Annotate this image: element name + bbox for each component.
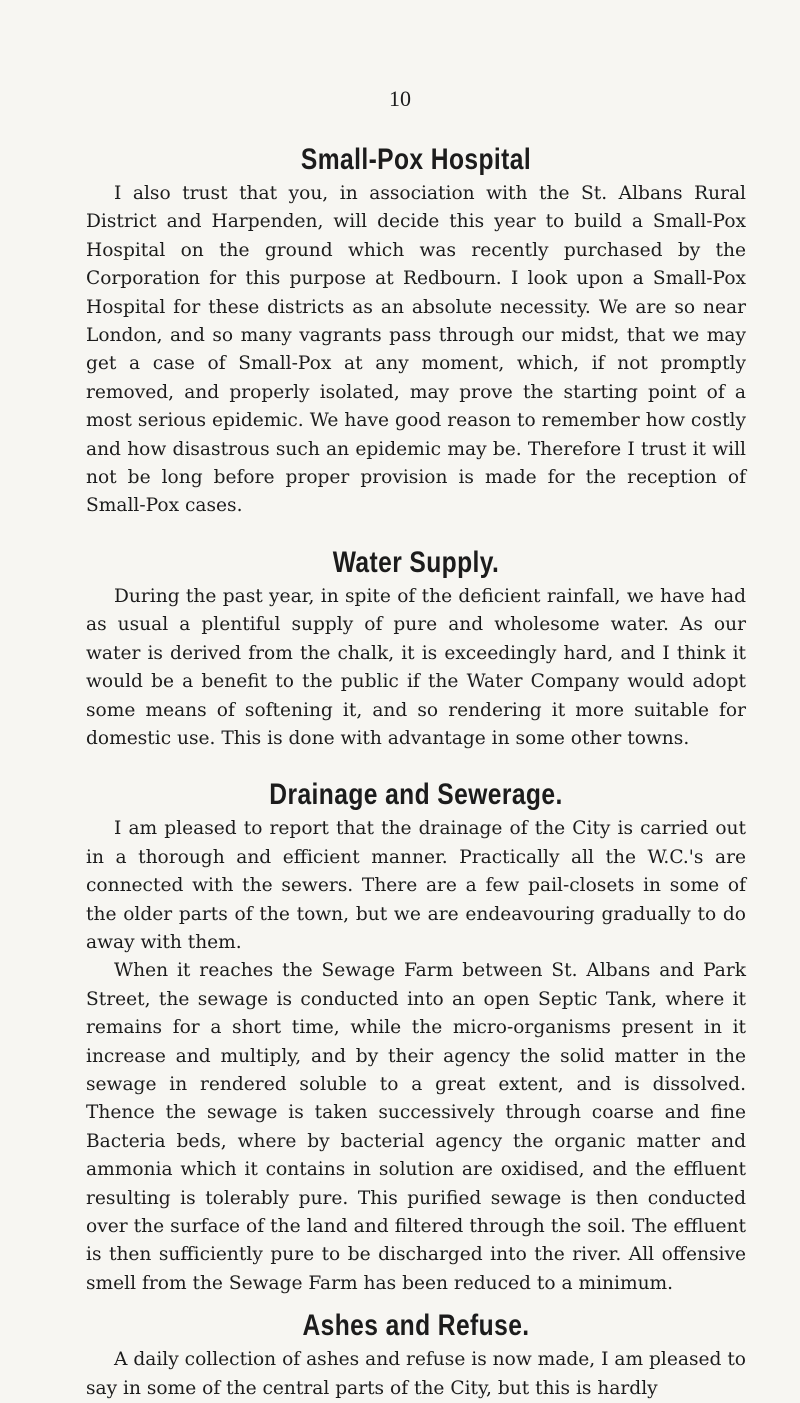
paragraph: I am pleased to report that the drainage of the City is carried out in a thorough and efficient manner. Practically all the W.C.'s are connected with the sewers. There are a few pail-closets in some of the older parts of the town, but we are endeavouring gradually to do away with them. (86, 818, 746, 953)
paragraph: During the past year, in spite of the deficient rainfall, we have had as usual a plentiful supply of pure and wholesome water. As our water is derived from the chalk, it is exceedingly hard, and I think it would be a benefit to the public if the Water Company would adopt some means of softening it, and so rendering it more suitable for domestic use. This is done with advantage in some other towns. (86, 585, 746, 749)
paragraph: A daily collection of ashes and refuse is now made, I am pleased to say in some of the central parts of the City, but this is hardly (86, 1349, 746, 1399)
paragraph: When it reaches the Sewage Farm between St. Albans and Park Street, the sewage is conducted into an open Septic Tank, where it remains for a short time, while the micro-organisms present in it increase and multiply, and by their agency the solid matter in the sewage in rendered soluble to a great extent, and is dissolved. Thence the sewage is taken successively through coarse and fine Bacteria beds, where by bacterial agency the organic matter and ammonia which it contains in solution are oxidised, and the effluent resulting is tolerably pure. This purified sewage is then conducted over the surface of the land and filtered through the soil. The effluent is then sufficiently pure to be discharged into the river. All offensive smell from the Sewage Farm has been reduced to a minimum. (86, 960, 746, 1294)
page-content (86, 140, 746, 1403)
section-water-supply (86, 543, 746, 753)
section-ashes-and-refuse (86, 1306, 746, 1403)
section-small-pox-hospital (86, 140, 746, 521)
page-number: 10 (389, 86, 411, 111)
section-drainage-and-sewerage (86, 775, 746, 1298)
section-heading: Ashes and Refuse. (302, 1309, 530, 1343)
paragraph: I also trust that you, in association with the St. Albans Rural District and Harpenden, will decide this year to build a Small-Pox Hospital on the ground which was recently purchased by the Corporation for this purpose at Redbourn. I look upon a Small-Pox Hospital for these districts as an absolute necessity. We are so near London, and so many vagrants pass through our midst, that we may get a case of Small-Pox at any moment, which, if not promptly removed, and properly isolated, may prove the starting point of a most serious epidemic. We have good reason to remember how costly and how disastrous such an epidemic may be. Therefore I trust it will not be long before proper provision is made for the reception of Small-Pox cases. (86, 183, 746, 517)
section-heading: Small-Pox Hospital (300, 143, 532, 176)
section-heading: Water Supply. (332, 545, 500, 579)
section-heading: Drainage and Sewerage. (269, 778, 563, 812)
